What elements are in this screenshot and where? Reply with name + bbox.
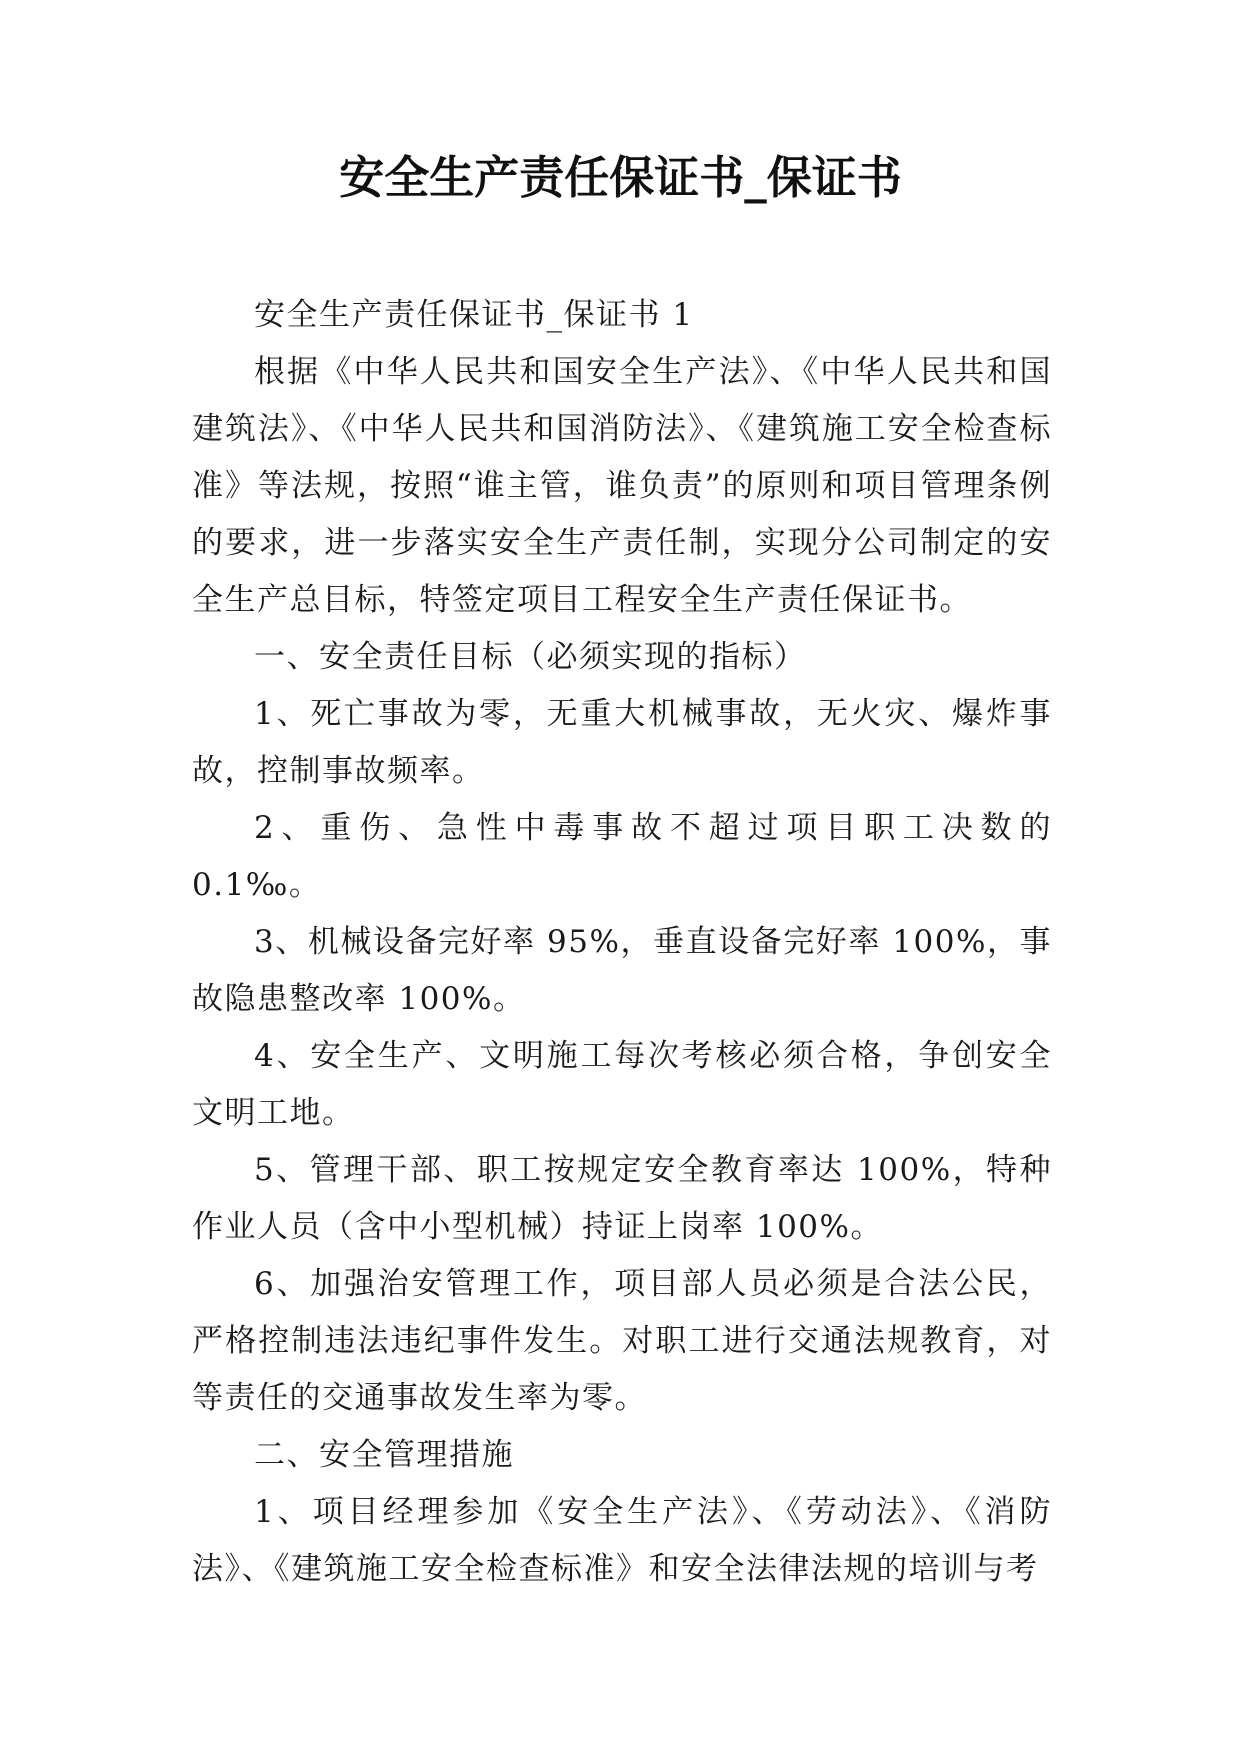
paragraph-intro: 根据《中华人民共和国安全生产法》、《中华人民共和国建筑法》、《中华人民共和国消防法》、《建筑施工安全检查标准》等法规，按照“谁主管，谁负责”的原则和项目管理条例的要求，进一步落实安全生产责任制，实现分公司制定的安全生产总目标，特签定项目工程安全生产责任保证书。 (192, 354, 1052, 618)
document-title: 安全生产责任保证书_保证书 (339, 151, 902, 204)
section-heading-measures: 二、安全管理措施 (254, 1437, 514, 1473)
paragraph-measure-1: 1、项目经理参加《安全生产法》、《劳动法》、《消防法》、《建筑施工安全检查标准》和安全法律法规的培训与考 (192, 1494, 1052, 1587)
paragraph-target-4: 4、安全生产、文明施工每次考核必须合格，争创安全文明工地。 (192, 1038, 1052, 1131)
paragraph-target-5: 5、管理干部、职工按规定安全教育率达 100%，特种作业人员（含中小型机械）持证上岗率 100%。 (192, 1152, 1052, 1245)
paragraph-target-1: 1、死亡事故为零，无重大机械事故，无火灾、爆炸事故，控制事故频率。 (192, 696, 1052, 789)
document-body (192, 287, 1052, 1598)
section-heading-targets: 一、安全责任目标（必须实现的指标） (254, 639, 807, 675)
paragraph-target-6: 6、加强治安管理工作，项目部人员必须是合法公民，严格控制违法违纪事件发生。对职工进行交通法规教育，对等责任的交通事故发生率为零。 (192, 1266, 1052, 1416)
paragraph-target-2: 2、重伤、急性中毒事故不超过项目职工决数的 0.1‰。 (192, 810, 1052, 903)
paragraph-subtitle: 安全生产责任保证书_保证书 1 (254, 297, 694, 333)
paragraph-target-3: 3、机械设备完好率 95%，垂直设备完好率 100%，事故隐患整改率 100%。 (192, 924, 1052, 1017)
